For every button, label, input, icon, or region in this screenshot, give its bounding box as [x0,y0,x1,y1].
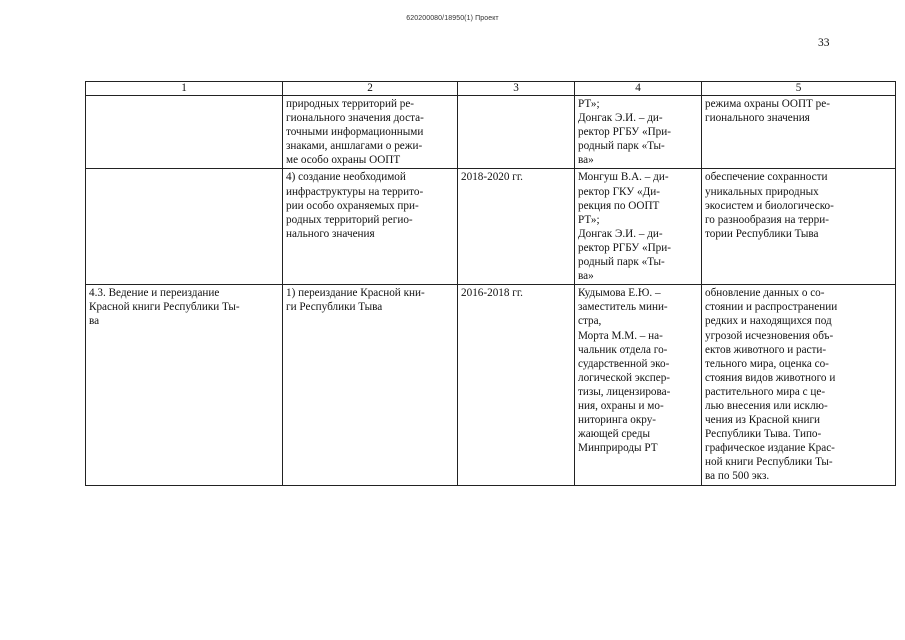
table-cell-col-3 [458,169,575,285]
cell-text-line: логической экспер- [578,371,671,384]
cell-text-line: 1) переиздание Красной кни- [286,287,425,300]
cell-text-line: режима охраны ООПТ ре- [705,98,830,110]
table-cell-col-1 [86,285,283,485]
cell-text-line: тизы, лицензирова- [578,385,671,398]
table-cell-col-5 [702,169,896,285]
cell-text-line: рии особо охраняемых при- [286,199,419,212]
cell-text-line: Красной книги Республики Ты- [89,301,240,314]
cell-text-line: гионального значения доста- [286,112,424,125]
table-cell-col-5 [702,96,896,169]
table-cell-col-4 [575,96,702,169]
cell-text-line: природных территорий ре- [286,98,415,110]
cell-text-line: графическое издание Крас- [705,442,835,455]
cell-text-line: Морта М.М. – на- [578,329,663,342]
cell-text-line: точными информационными [286,126,424,139]
cell-text-line: нального значения [286,227,375,240]
cell-text-line: тельного мира, оценка со- [705,357,829,370]
cell-text-line: Донгак Э.И. – ди- [578,227,663,240]
column-header-3: 3 [458,82,575,96]
table-row [86,285,896,485]
table-cell-col-5 [702,285,896,485]
cell-text-line: ва» [578,154,594,167]
table-cell-col-3 [458,285,575,485]
column-header-4: 4 [575,82,702,96]
cell-text-line: 2018-2020 гг. [461,171,523,184]
cell-text-line: Минприроды РТ [578,442,658,455]
cell-text-line: родный парк «Ты- [578,256,665,269]
cell-text-line: заместитель мини- [578,301,668,314]
table-cell-col-4 [575,169,702,285]
cell-text-line: ме особо охраны ООПТ [286,154,401,167]
cell-text-line: обеспечение сохранности [705,171,828,184]
cell-text-line: лью внесения или исклю- [705,399,828,412]
table-cell-col-3 [458,96,575,169]
cell-text-line: угрозой исчезновения объ- [705,329,834,342]
cell-text-line: 4) создание необходимой [286,171,406,184]
cell-text-line: ва [89,315,100,328]
cell-text-line: ректор ГКУ «Ди- [578,185,660,198]
cell-text-line: РТ»; [578,213,600,226]
table-body [86,96,896,486]
cell-text-line: инфраструктуры на террито- [286,185,424,198]
cell-text-line: жающей среды [578,428,651,441]
table-cell-col-1 [86,169,283,285]
cell-text-line: стра, [578,315,602,328]
document-table [85,81,896,486]
page-number: 33 [818,37,830,49]
cell-text-line: родный парк «Ты- [578,140,665,153]
table-cell-col-2 [283,169,458,285]
cell-text-line: ектов животного и расти- [705,343,827,356]
cell-text-line: ги Республики Тыва [286,301,383,314]
table-cell-col-2 [283,96,458,169]
cell-text-line: обновление данных о со- [705,287,825,300]
table-cell-col-2 [283,285,458,485]
cell-text-line: 4.3. Ведение и переиздание [89,287,220,300]
cell-text-line: родных территорий регио- [286,213,413,226]
cell-text-line: Донгак Э.И. – ди- [578,112,663,125]
column-header-1: 1 [86,82,283,96]
cell-text-line: тории Республики Тыва [705,227,819,240]
cell-text-line: ректор РГБУ «При- [578,126,671,139]
cell-text-line: рекция по ООПТ [578,199,660,212]
cell-text-line: ной книги Республики Ты- [705,456,833,469]
cell-text-line: ва» [578,270,594,283]
cell-text-line: ния, охраны и мо- [578,399,664,412]
column-header-2: 2 [283,82,458,96]
cell-text-line: растительного мира с це- [705,385,826,398]
document-id: 620200080/18950(1) Проект [406,15,499,22]
cell-text-line: знаками, аншлагами о режи- [286,140,423,153]
table-cell-col-1 [86,96,283,169]
table-header-row [86,82,896,96]
cell-text-line: стояния видов животного и [705,371,836,384]
cell-text-line: РТ»; [578,98,600,110]
cell-text-line: редких и находящихся под [705,315,832,328]
cell-text-line: сударственной эко- [578,357,670,370]
cell-text-line: ректор РГБУ «При- [578,241,671,254]
cell-text-line: чальник отдела го- [578,343,668,356]
cell-text-line: ниторинга окру- [578,414,657,427]
cell-text-line: го разнообразия на терри- [705,213,829,226]
column-header-5: 5 [702,82,896,96]
cell-text-line: Кудымова Е.Ю. – [578,287,661,300]
table-row [86,169,896,285]
cell-text-line: Монгуш В.А. – ди- [578,171,669,184]
table-cell-col-4 [575,285,702,485]
cell-text-line: гионального значения [705,112,810,125]
cell-text-line: стоянии и распространении [705,301,838,314]
cell-text-line: Республики Тыва. Типо- [705,428,822,441]
table-row [86,96,896,169]
cell-text-line: ва по 500 экз. [705,470,770,483]
cell-text-line: экосистем и биологическо- [705,199,834,212]
cell-text-line: 2016-2018 гг. [461,287,523,300]
cell-text-line: уникальных природных [705,185,819,198]
cell-text-line: чения из Красной книги [705,414,821,427]
